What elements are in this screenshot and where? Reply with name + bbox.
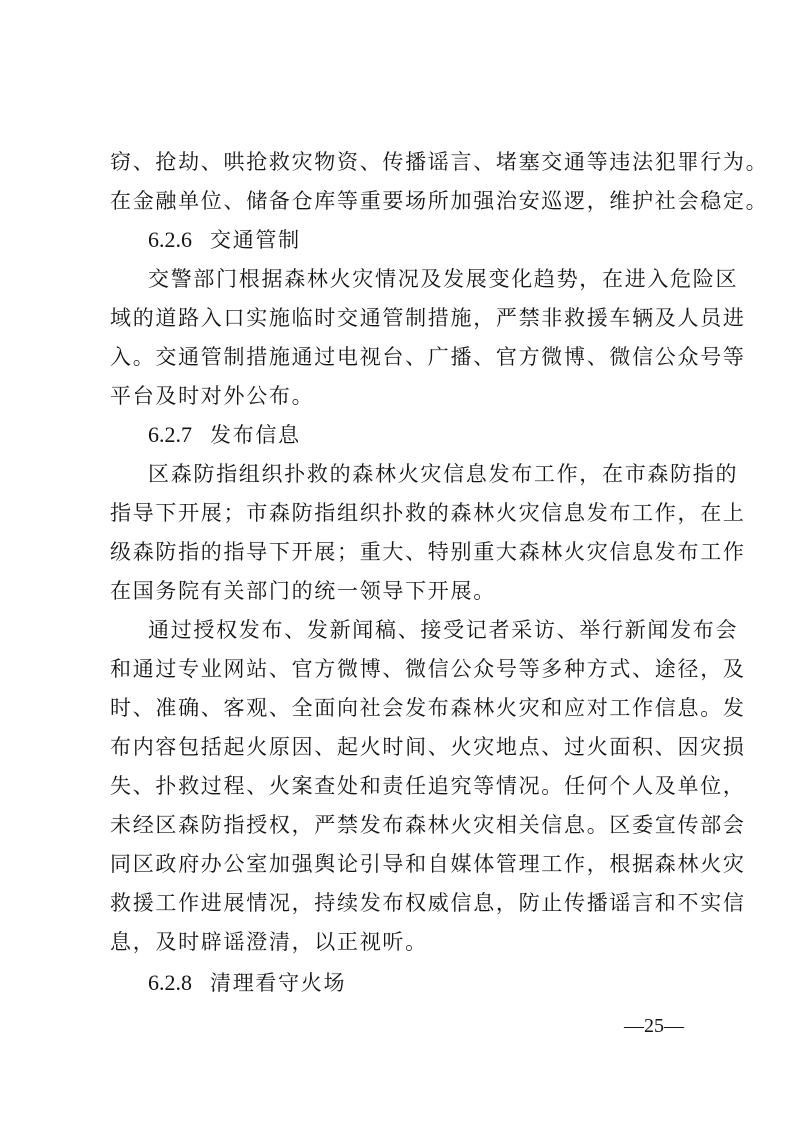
paragraph-line: 同区政府办公室加强舆论引导和自媒体管理工作，根据森林火灾 [110, 852, 746, 876]
section-number: 6.2.7 [148, 422, 192, 447]
paragraph-line: 通过授权发布、发新闻稿、接受记者采访、举行新闻发布会 [148, 618, 739, 642]
paragraph-line: 在金融单位、储备仓库等重要场所加强治安巡逻，维护社会稳定。 [110, 189, 769, 213]
page-number: —25— [624, 1015, 684, 1037]
paragraph-line: 未经区森防指授权，严禁发布森林火灾相关信息。区委宣传部会 [110, 813, 746, 837]
section-number: 6.2.6 [148, 227, 192, 252]
paragraph-line: 息，及时辟谣澄清，以正视听。 [110, 930, 428, 954]
paragraph-line: 失、扑救过程、火案查处和责任追究等情况。任何个人及单位， [110, 774, 746, 798]
section-heading-6-2-6 [148, 227, 301, 253]
section-number: 6.2.8 [148, 970, 192, 995]
paragraph-line: 时、准确、客观、全面向社会发布森林火灾和应对工作信息。发 [110, 696, 746, 720]
paragraph-line: 在国务院有关部门的统一领导下开展。 [110, 579, 496, 603]
paragraph-line: 救援工作进展情况，持续发布权威信息，防止传播谣言和不实信 [110, 891, 746, 915]
paragraph-line: 指导下开展；市森防指组织扑救的森林火灾信息发布工作，在上 [110, 501, 746, 525]
section-title: 清理看守火场 [210, 971, 347, 995]
paragraph-line: 窃、抢劫、哄抢救灾物资、传播谣言、堵塞交通等违法犯罪行为。 [110, 150, 769, 174]
paragraph-line: 和通过专业网站、官方微博、微信公众号等多种方式、途径，及 [110, 657, 746, 681]
paragraph-line: 交警部门根据森林火灾情况及发展变化趋势，在进入危险区 [148, 267, 739, 291]
section-heading-6-2-7 [148, 422, 301, 448]
section-heading-6-2-8 [148, 970, 346, 996]
paragraph-line: 级森防指的指导下开展；重大、特别重大森林火灾信息发布工作 [110, 540, 746, 564]
paragraph-line: 域的道路入口实施临时交通管制措施，严禁非救援车辆及人员进 [110, 306, 746, 330]
paragraph-line: 区森防指组织扑救的森林火灾信息发布工作，在市森防指的 [148, 462, 739, 486]
paragraph-line: 平台及时对外公布。 [110, 384, 315, 408]
section-title: 交通管制 [210, 228, 301, 252]
paragraph-line: 布内容包括起火原因、起火时间、火灾地点、过火面积、因灾损 [110, 735, 746, 759]
section-title: 发布信息 [210, 423, 301, 447]
paragraph-line: 入。交通管制措施通过电视台、广播、官方微博、微信公众号等 [110, 345, 746, 369]
